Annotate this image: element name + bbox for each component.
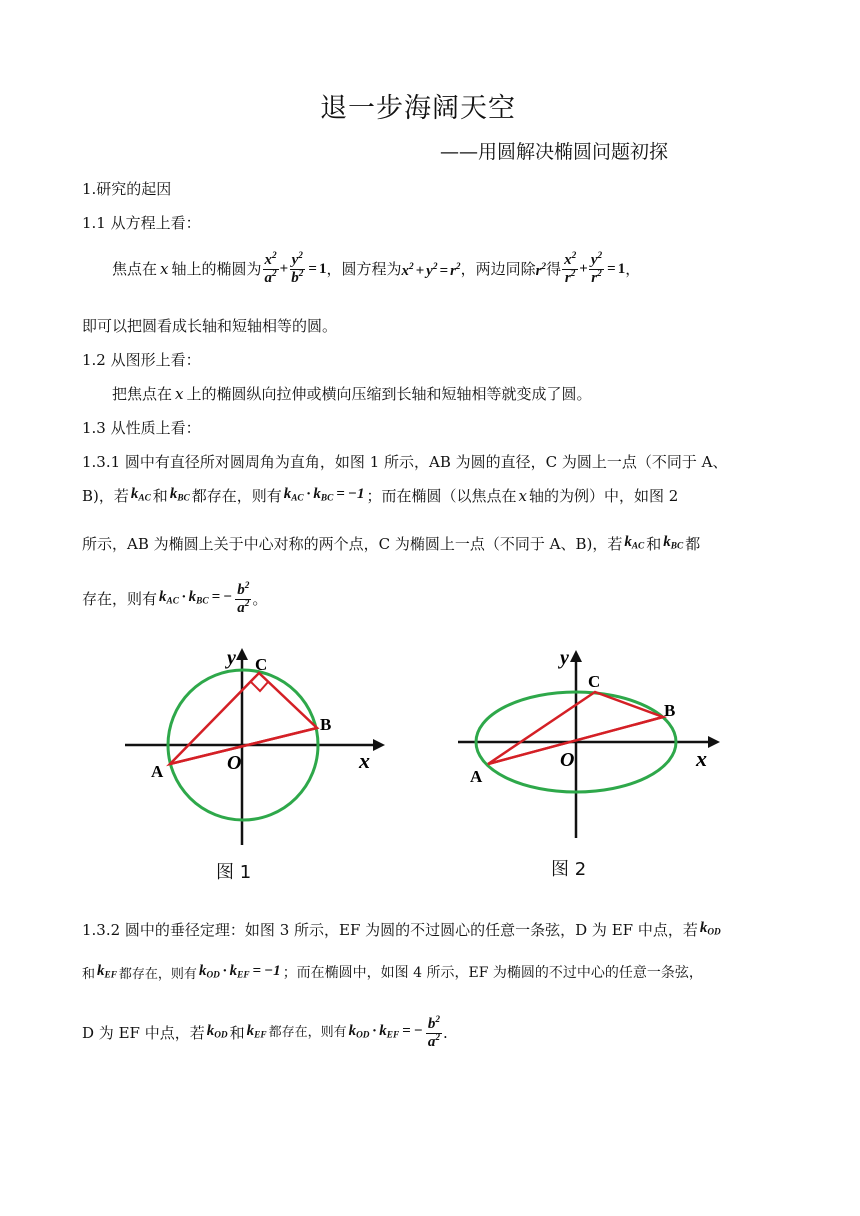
page-subtitle: ——用圆解决椭圆问题初探 <box>440 141 669 163</box>
label-c: C <box>255 655 268 674</box>
label-o: O <box>560 749 575 771</box>
var-x: x <box>160 260 169 279</box>
fraction-x2-r2: $\frac{x^2}{r^2}$ <box>564 251 577 286</box>
paragraph-1-3-1-line-3: 所示，AB 为椭圆上关于中心对称的两个点，C 为椭圆上一点（不同于 A、B)，若 $k_{AC}$ 和 $k_{BC}$ 都 <box>82 534 701 554</box>
paragraph-1-3-2-line-3: D 为 EF 中点，若 $k_{OD}$ 和 $k_{EF}$ 都存在，则有 $k_{OD} \cdot k_{EF}$ = − $\frac{b^2}{a^2}$ . <box>82 1015 448 1050</box>
page-title: 退一步海阔天空 <box>320 93 516 124</box>
figure-2-caption: 图 2 <box>551 859 587 880</box>
text: ，圆方程为 <box>326 260 402 279</box>
fraction-b2-a2: $\frac{b^2}{a^2}$ <box>427 1015 440 1050</box>
label-b: B <box>320 715 332 734</box>
label-a: A <box>470 767 483 786</box>
label-y: y <box>560 647 569 669</box>
x-axis-arrow <box>373 739 385 751</box>
y-axis-arrow <box>236 648 248 660</box>
label-a: A <box>151 762 164 781</box>
paragraph-equations: 焦点在 x 轴上的椭圆为 $\frac{x^2}{a^2}$ + $\frac{y^2}{b^2}$ = 1 ，圆方程为 $x^2 + y^2 = r^2$ ，两边同除 $r^2$ 得 $\frac{x^2}{r^2}$ + $\frac{y^2}{r^2}$ = 1 ， <box>112 251 641 286</box>
paragraph-1-3-2-line-1: 1.3.2 圆中的垂径定理：如图 3 所示，EF 为圆的不过圆心的任意一条弦，D 为 EF 中点，若 $k_{OD}$ <box>82 920 721 940</box>
fraction-y2-b2: $\frac{y^2}{b^2}$ <box>291 251 304 286</box>
r-squared: $r^2$ <box>535 262 547 280</box>
figure-1-caption: 图 1 <box>216 862 252 883</box>
text: 轴上的椭圆为 <box>171 260 262 279</box>
figure-1-circle-diagram <box>115 640 390 855</box>
text: 焦点在 <box>112 260 158 279</box>
fraction-y2-r2: $\frac{y^2}{r^2}$ <box>590 251 603 286</box>
paragraph-text: 即可以把圆看成长轴和短轴相等的圆。 <box>82 317 338 335</box>
label-y: y <box>227 647 236 669</box>
right-angle-mark <box>251 682 268 691</box>
text: ，两边同除 <box>460 260 536 279</box>
x-axis-arrow <box>708 736 720 748</box>
triangle-abc <box>170 673 317 764</box>
y-axis-arrow <box>570 650 582 662</box>
paragraph-1-3-1-line-4: 存在，则有 $k_{AC} \cdot k_{BC}$ = − $\frac{b^2}{a^2}$ 。 <box>82 581 268 616</box>
section-1-heading: 1.研究的起因 <box>82 180 172 198</box>
paragraph-stretch: 把焦点在 x 上的椭圆纵向拉伸或横向压缩到长轴和短轴相等就变成了圆。 <box>112 385 592 403</box>
paragraph-1-3-1-line-1: 1.3.1 圆中有直径所对圆周角为直角，如图 1 所示，AB 为圆的直径，C 为圆上一点（不同于 A、 <box>82 453 728 471</box>
label-x: x <box>696 746 707 771</box>
text: 得 <box>546 260 562 279</box>
fraction-b2-a2: $\frac{b^2}{a^2}$ <box>237 581 250 616</box>
fraction-x2-a2: $\frac{x^2}{a^2}$ <box>264 251 277 286</box>
text: ， <box>625 260 641 279</box>
circle-equation: $x^2 + y^2 = r^2$ <box>401 262 461 280</box>
paragraph-1-3-2-line-2: 和 $k_{EF}$ 都存在，则有 $k_{OD} \cdot k_{EF} = -1$ ；而在椭圆中，如图 4 所示，EF 为椭圆的不过中心的任意一条弦， <box>82 963 703 982</box>
label-o: O <box>227 752 242 774</box>
section-1-1-heading: 1.1 从方程上看： <box>82 214 201 232</box>
label-b: B <box>664 701 676 720</box>
figure-2-ellipse-diagram <box>450 640 725 845</box>
label-x: x <box>359 748 370 773</box>
paragraph-1-3-1-line-2: B)，若 $k_{AC}$ 和 $k_{BC}$ 都存在，则有 $k_{AC} \cdot k_{BC} = -1$ ；而在椭圆（以焦点在 x 轴的为例）中，如图 2 <box>82 486 679 506</box>
section-1-3-heading: 1.3 从性质上看： <box>82 419 201 437</box>
section-1-2-heading: 1.2 从图形上看： <box>82 351 201 369</box>
label-c: C <box>588 672 601 691</box>
